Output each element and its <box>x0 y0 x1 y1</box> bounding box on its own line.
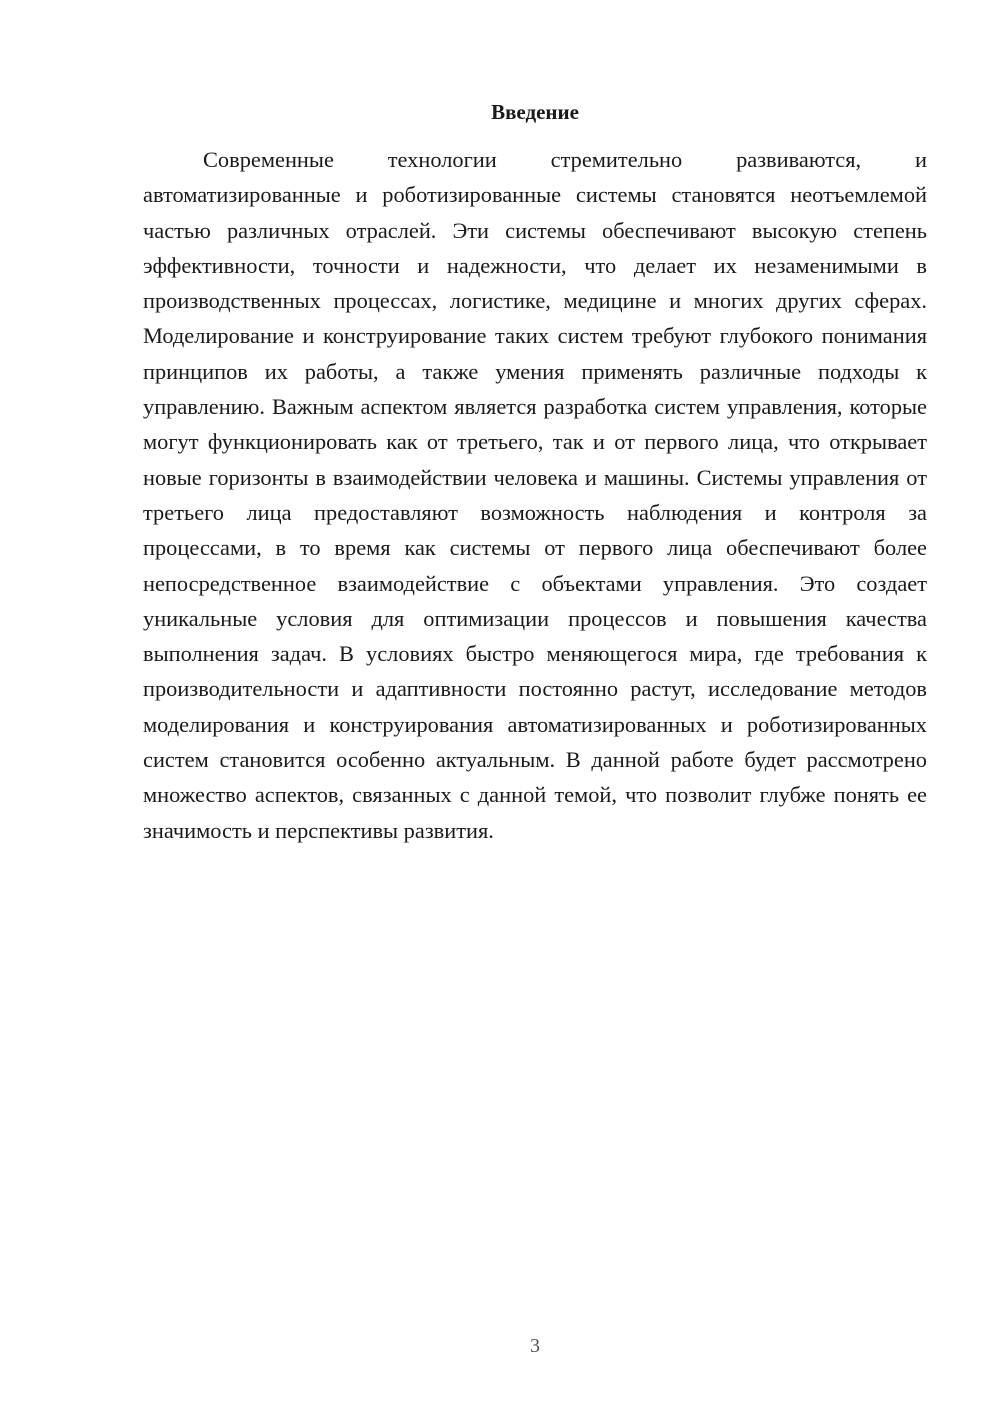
body-paragraph: Современные технологии стремительно развиваются, и автоматизированные и роботизированные системы становятся неотъемлемой частью различных отраслей. Эти системы обеспечивают высокую степень эффективности, точности и надежности, что делает их незаменимыми в производственных процессах, логистике, медицине и многих других сферах. Моделирование и конструирование таких систем требуют глубокого понимания принципов их работы, а также умения применять различные подходы к управлению. Важным аспектом является разработка систем управления, которые могут функционировать как от третьего, так и от первого лица, что открывает новые горизонты в взаимодействии человека и машины. Системы управления от третьего лица предоставляют возможность наблюдения и контроля за процессами, в то время как системы от первого лица обеспечивают более непосредственное взаимодействие с объектами управления. Это создает уникальные условия для оптимизации процессов и повышения качества выполнения задач. В условиях быстро меняющегося мира, где требования к производительности и адаптивности постоянно растут, исследование методов моделирования и конструирования автоматизированных и роботизированных систем становится особенно актуальным. В данной работе будет рассмотрено множество аспектов, связанных с данной темой, что позволит глубже понять ее значимость и перспективы развития. <box>143 147 927 843</box>
section-heading: Введение <box>491 100 579 124</box>
page-number: 3 <box>530 1335 540 1357</box>
